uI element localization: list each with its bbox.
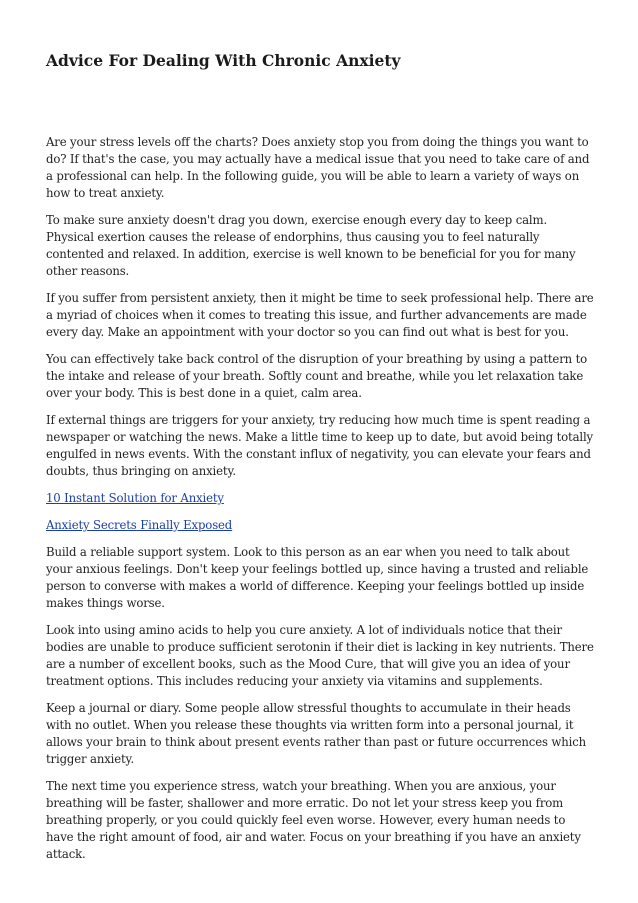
link-row-instant-solution xyxy=(46,490,594,507)
paragraph-support-system: Build a reliable support system. Look to this person as an ear when you need to talk about your anxious feelings. Don't keep your feelings bottled up, since having a trusted and reliable person to converse with makes a world of difference. Keeping your feelings bottled up inside makes things worse. xyxy=(46,545,589,610)
paragraph-watch-breathing: The next time you experience stress, watch your breathing. When you are anxious, your breathing will be faster, shallower and more erratic. Do not let your stress keep you from breathing properly, or you could quickly feel even worse. However, every human needs to have the right amount of food, air and water. Focus on your breathing if you have an anxiety attack. xyxy=(46,779,581,861)
paragraph-breathing-pattern: You can effectively take back control of the disruption of your breathing by using a pattern to the intake and release of your breath. Softly count and breathe, while you let relaxation take over your body. This is best done in a quiet, calm area. xyxy=(46,352,588,400)
document-page xyxy=(46,51,594,873)
paragraph-professional-help: If you suffer from persistent anxiety, then it might be time to seek professional help. There are a myriad of choices when it comes to treating this issue, and further advancements are made every day. Make an appointment with your doctor so you can find out what is best for you. xyxy=(46,291,594,339)
link-secrets-exposed[interactable]: Anxiety Secrets Finally Exposed xyxy=(46,518,233,532)
link-row-secrets-exposed xyxy=(46,517,594,534)
link-instant-solution[interactable]: 10 Instant Solution for Anxiety xyxy=(46,491,224,505)
paragraph-exercise: To make sure anxiety doesn't drag you down, exercise enough every day to keep calm. Physical exertion causes the release of endorphins, thus causing you to feel naturally contented and relaxed. In addition, exercise is well known to be beneficial for you for many other reasons. xyxy=(46,213,576,278)
document-body xyxy=(46,134,594,863)
paragraph-news-triggers: If external things are triggers for your anxiety, try reducing how much time is spent reading a newspaper or watching the news. Make a little time to keep up to date, but avoid being totally engulfed in news events. With the constant influx of negativity, you can elevate your fears and doubts, thus bringing on anxiety. xyxy=(46,413,594,478)
paragraph-journal: Keep a journal or diary. Some people allow stressful thoughts to accumulate in their heads with no outlet. When you release these thoughts via written form into a personal journal, it allows your brain to think about present events rather than past or future occurrences which trigger anxiety. xyxy=(46,701,586,766)
paragraph-amino-acids: Look into using amino acids to help you cure anxiety. A lot of individuals notice that their bodies are unable to produce sufficient serotonin if their diet is lacking in key nutrients. There are a number of excellent books, such as the Mood Cure, that will give you an idea of your treatment options. This includes reducing your anxiety via vitamins and supplements. xyxy=(46,623,594,688)
paragraph-intro: Are your stress levels off the charts? Does anxiety stop you from doing the things you want to do? If that's the case, you may actually have a medical issue that you need to take care of and a professional can help. In the following guide, you will be able to learn a variety of ways on how to treat anxiety. xyxy=(46,135,590,200)
document-title: Advice For Dealing With Chronic Anxiety xyxy=(46,51,401,70)
